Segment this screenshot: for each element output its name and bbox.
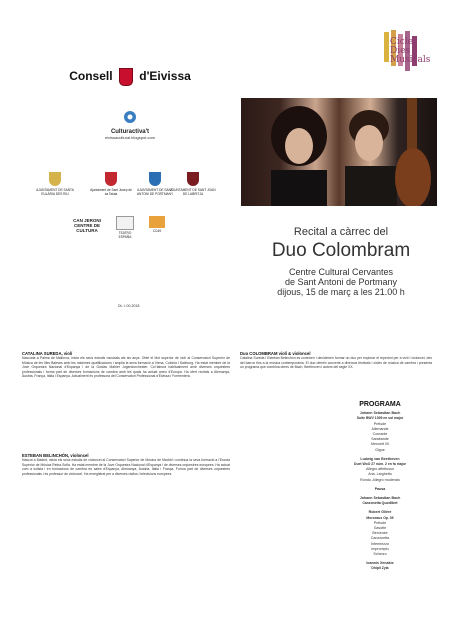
shield-icon (187, 172, 199, 186)
program-work: Morceaux Op. 39 (366, 515, 394, 520)
program-pause: Pausa (374, 486, 386, 491)
sponsor-label: CCdS (152, 229, 162, 233)
program-movement: Scherzo (373, 552, 387, 557)
program-composer: Robert Glière (368, 510, 392, 515)
shield-icon (149, 172, 161, 186)
bio-catalina (22, 352, 230, 378)
program-composer: Ludwig van Beethoven (360, 456, 400, 461)
sponsor-label: TEATRO ESPAÑA (118, 231, 132, 239)
bio-duo-text: Catalina Sureda i Esteban Belinchón es coneixen i decideixen formar un duo per explorar el repertori per a violí i violoncel, des del barroc fins a la música contemporània. El duo ofereix concerts a diversos festivals i cicles de música de cambra i presenta un programa que combina obres de Bach, Beethoven i autors del segle XX. (240, 356, 432, 370)
culturactivat-logo (100, 110, 160, 140)
bio-catalina-text: Nascuda a Palma de Mallorca, inicia els seus estudis musicals als sis anys. Obté el títol superior de violí al Conservatori Superior de Música de les Illes Balears amb les màximes qualificacions i amplia la seva formació a Viena, Colònia i Salzburg. Ha estat membre de la Jove Orquestra Nacional d'Espanya i de la Gustav Mahler Jugendorchester. Col·labora habitualment amb diverses orquestres professionals i forma part de diverses formacions de cambra amb les quals ha actuat arreu d'Europa. Ha ofert recitals a Alemanya, Àustria, França, Itàlia i Espanya. Actualment és professora del Conservatori Professional d'Eivissa i Formentera. (22, 356, 230, 379)
bio-esteban-text: Nascut a Madrid, inicia els seus estudis de violoncel al Conservatori Superior de Música de Madrid i continua la seva formació a l'Escola Superior de Música Reina Sofia. Ha estat membre de la Jove Orquestra Nacional d'Espanya i de diverses orquestres europees. Ha actuat com a solista i en formacions de cambra en sales d'Espanya, Alemanya, Àustria, Itàlia i França. Forma part de diverses orquestres professionals i és professor de violoncel. Ha enregistrat per a diverses ràdios i televisions europees. (22, 458, 230, 476)
program-work: Canzonetta Quodlibet (362, 501, 398, 506)
event-kicker: Recital a càrrec del (293, 226, 389, 238)
sponsor-label: AJUNTAMENT DE SANT JOAN DE LABRITJA (170, 188, 216, 196)
program-work: Duet WoO 27 núm. 2 en fa major (354, 462, 406, 467)
culturactivat-label: Culturactiva't (110, 129, 150, 135)
event-venue: Centre Cultural Cervantes (288, 267, 394, 277)
event-venue-2: de Sant Antoni de Portmany (284, 277, 398, 287)
program-movement: Berceuse (372, 531, 388, 536)
bio-duo (240, 352, 432, 370)
consell-logo (60, 68, 200, 86)
festival-logo (382, 28, 436, 82)
theatre-icon (116, 216, 134, 230)
festival-logo-line: Cicle (390, 37, 414, 47)
culturactivat-icon (123, 110, 137, 124)
sponsor-label: AJUNTAMENT DE SANTA EULÀRIA DES RIU (36, 188, 74, 196)
duo-photo (241, 98, 437, 206)
legal-deposit: DL: I-00-2018 (118, 304, 140, 308)
program (330, 402, 430, 572)
program-composer: Johann Sebastian Bach (359, 411, 401, 416)
program-movement: Impromptu (371, 546, 389, 551)
sponsor-sant-josep (88, 172, 134, 196)
duo-photo-graphic (241, 98, 437, 206)
sponsor-label: AJUNTAMENT DE SANT ANTONI DE PORTMANY (136, 188, 174, 196)
program-movement: Aria. Larghetto (368, 472, 392, 477)
program-movement: Allegro affettuoso (366, 467, 394, 472)
event-title: Duo Colombram (271, 240, 411, 261)
sponsor-label: Ajuntament de Sant Josep de sa Talaia (90, 188, 132, 196)
consell-logo-left: Consell (69, 69, 113, 84)
event-date: dijous, 15 de març a les 21.00 h (277, 287, 405, 297)
sponsor-can-jeroni (70, 218, 104, 233)
program-work: Suite BWV 1009 en sol major (356, 416, 404, 421)
program-movement: Sarabande (371, 437, 389, 442)
program-movement: Prélude (373, 421, 387, 426)
ccdj-icon (149, 216, 165, 228)
sponsor-label: CAN JERONI CENTRE DE CULTURA (73, 218, 101, 233)
program-movement: Gavotte (373, 526, 387, 531)
shield-icon (49, 172, 61, 186)
sponsor-teatro-espana (114, 216, 136, 239)
consell-logo-right: d'Eivissa (139, 69, 191, 84)
bio-esteban (22, 454, 230, 476)
sponsor-ccdj (146, 216, 168, 233)
program-movement: Rondo. Allegro moderato (360, 477, 400, 482)
sponsor-santa-eularia (32, 172, 78, 196)
shield-icon (105, 172, 117, 186)
program-work: Dhipli Zyia (371, 566, 389, 571)
program-movement: Intermezzo (371, 541, 389, 546)
culturactivat-url: eivissacultural.blogspot.com (104, 135, 156, 140)
festival-logo-line: Musicals (390, 55, 431, 65)
program-movement: Canzonetta (370, 536, 390, 541)
program-composer: Johann Sebastian Bach (359, 496, 401, 501)
program-movement: Menuett I/II (371, 442, 389, 447)
program-movement: Allemande (371, 426, 389, 431)
sponsor-sant-joan (170, 172, 216, 196)
festival-logo-line: Dies (390, 46, 411, 56)
bio-catalina-heading: CATALINA SUREDA, violí (22, 351, 73, 356)
bio-esteban-heading: ESTEBAN BELINCHÓN, violoncel (22, 453, 89, 458)
program-movement: Prélude (373, 520, 387, 525)
program-heading: PROGRAMA (359, 401, 401, 408)
crest-icon (119, 68, 133, 86)
program-composer: Ioannis Xenakis (366, 561, 394, 566)
bio-duo-heading: Duo COLOMBRAM violí & violoncel (240, 351, 311, 356)
program-movement: Courante (372, 432, 388, 437)
program-movement: Gigue (375, 447, 385, 452)
